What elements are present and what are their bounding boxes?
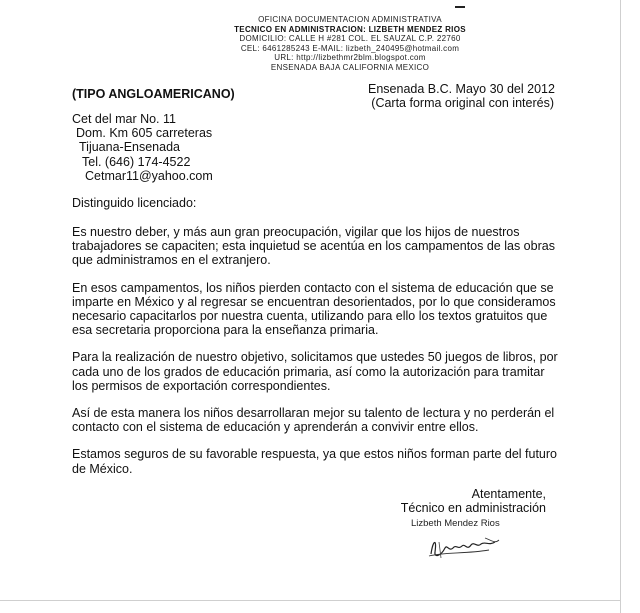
letter-type-label: (TIPO ANGLOAMERICANO) [72,87,235,101]
paragraph-line: Para la realización de nuestro objetivo, solicitamos que ustedes 50 juegos de libros, por [72,350,558,365]
stray-mark [455,6,465,8]
paragraph-line: necesario capacitarlos por nuestra cuenta, utilizando para ello los textos gratuitos que [72,309,548,324]
letter-body [72,225,558,489]
paragraph-line: que administramos en el extranjero. [72,253,271,268]
paragraph-line: Es nuestro deber, y más aun gran preocupación, vigilar que los hijos de nuestros [72,225,520,239]
recipient-email: Cetmar11@yahoo.com [85,168,213,183]
paragraph-line: Estamos seguros de su favorable respuesta, ya que estos niños forman parte del futuro [72,447,557,462]
signature-image [425,532,505,560]
letterhead-url: URL: http://lizbethmr2blm.blogspot.com [274,53,426,63]
letterhead-contact: CEL: 6461285243 E-MAIL: lizbeth_240495@hotmail.com [240,43,460,53]
paragraph-line: Así de esta manera los niños desarrollaran mejor su talento de lectura y no perderán el [72,406,555,421]
paragraph [72,225,555,268]
paragraph [72,280,556,338]
valediction: Atentamente, [471,487,546,501]
letterhead [150,15,550,73]
page-border-right [620,0,621,613]
letterhead-office: OFICINA DOCUMENTACION ADMINISTRATIVA [258,15,442,24]
paragraph-line: trabajadores se capaciten; esta inquietud se acentúa en los campamentos de las obras [72,239,555,254]
signer-name: Lizbeth Mendez Rios [411,518,500,529]
date-note: (Carta forma original con interés) [371,96,554,110]
paragraph [72,406,555,435]
page-border-bottom [0,600,621,601]
letterhead-address: DOMICILIO: CALLE H #281 COL. EL SAUZAL C.P. 22760 [239,34,461,44]
paragraph-line: cada uno de los grados de educación primaria, así como la autorización para tramitar [72,364,545,379]
recipient-city: Tijuana-Ensenada [79,140,180,155]
salutation: Distinguido licenciado: [72,196,197,210]
date-line: Ensenada B.C. Mayo 30 del 2012 [368,82,555,96]
closing-block [372,487,546,515]
recipient-phone: Tel. (646) 174-4522 [82,154,191,169]
paragraph-line: imparte en México y al regresar se encuentran desorientados, por lo que consideramos [72,294,556,309]
paragraph-line: contacto con el sistema de educación y aprenderán a convivir entre ellos. [72,420,479,435]
paragraph [72,350,558,393]
signer-title: Técnico en administración [400,501,546,516]
paragraph-line: En esos campamentos, los niños pierden contacto con el sistema de educación que se [72,280,554,295]
paragraph [72,447,557,476]
paragraph-line: los permisos de exportación correspondientes. [72,378,331,393]
paragraph-line: esa secretaria proporciona para la enseñanza primaria. [72,323,379,338]
paragraph-line: de México. [72,461,133,476]
recipient-name: Cet del mar No. 11 [72,112,176,126]
letterhead-title: TECNICO EN ADMINISTRACION: LIZBETH MENDEZ RIOS [234,24,466,34]
date-block [368,82,554,110]
recipient-street: Dom. Km 605 carreteras [76,126,213,141]
recipient-block [72,112,213,183]
letterhead-city: ENSENADA BAJA CALIFORNIA MEXICO [270,62,430,72]
